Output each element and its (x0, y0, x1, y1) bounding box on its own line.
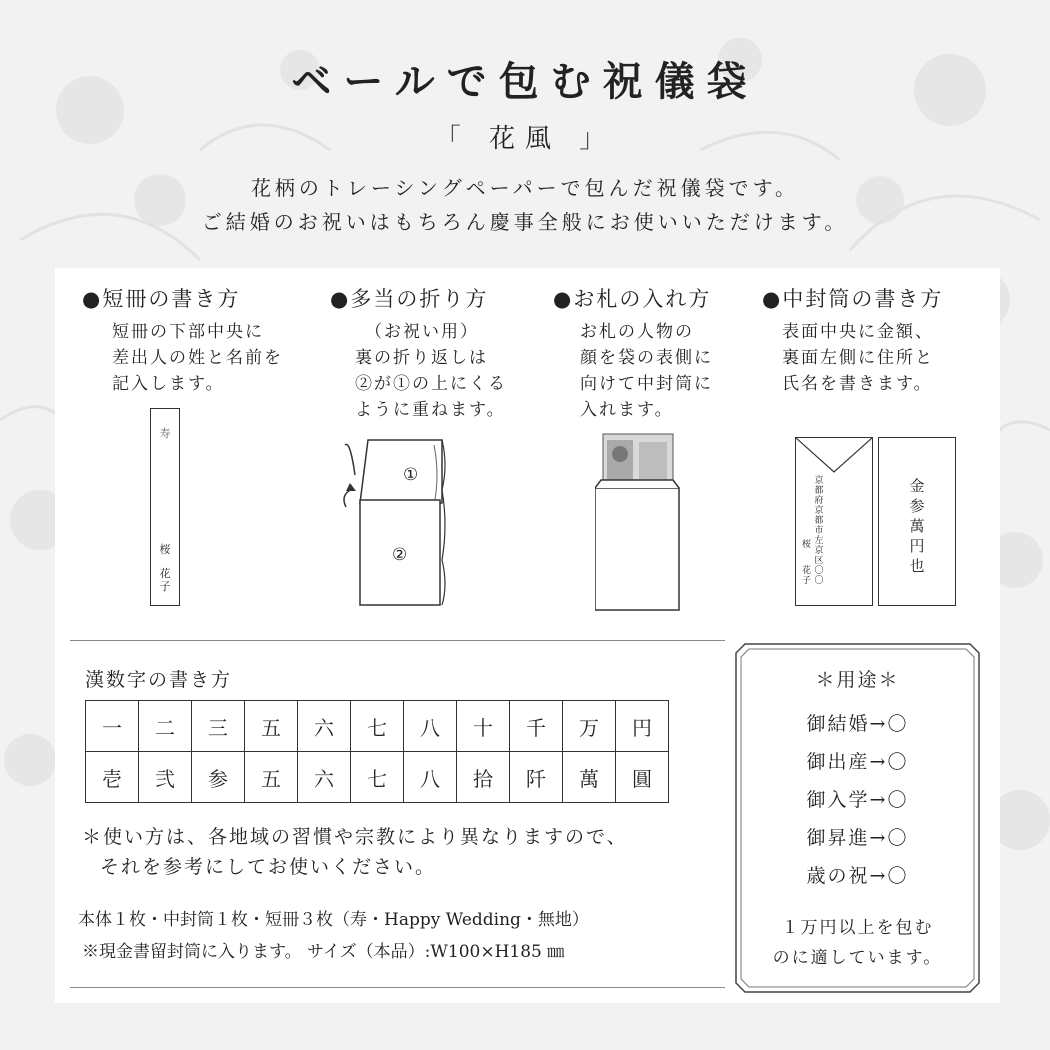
kanji-cell: 二 (139, 701, 192, 752)
kanji-row-standard (86, 701, 669, 752)
section-text-line: 顔を袋の表側に (580, 348, 713, 368)
section-bill-heading: ●お札の入れ方 (553, 287, 712, 311)
kanji-heading: 漢数字の書き方 (85, 669, 233, 691)
page-title: ベールで包む祝儀袋 (291, 58, 759, 105)
section-text-line: 記入します。 (112, 374, 225, 394)
section-text-line: （お祝い用） (365, 322, 479, 342)
section-text-line: 氏名を書きます。 (782, 374, 933, 394)
usage-note-line-2: それを参考にしてお使いください。 (100, 856, 437, 878)
envelope-flap-icon (796, 438, 872, 478)
section-fold-heading: ●多当の折り方 (330, 287, 489, 311)
section-text-line: 向けて中封筒に (580, 374, 713, 394)
section-bill-text (580, 319, 713, 423)
kanji-row-formal (86, 752, 669, 803)
usage-item: 御昇進→〇 (806, 827, 909, 849)
section-tanzaku-text (112, 319, 283, 397)
envelope-given-name: 花子 (802, 566, 812, 586)
envelope-surname: 桜 (802, 540, 812, 550)
kanji-cell: 万 (563, 701, 616, 752)
section-tanzaku-heading: ●短冊の書き方 (82, 287, 241, 311)
tanzaku-illustration (150, 408, 180, 606)
size-text: ※現金書留封筒に入ります。 サイズ（本品）:W100×H185 ㎜ (82, 942, 565, 962)
tanzaku-given-name: 花子 (159, 567, 171, 593)
section-text-line: 短冊の下部中央に (112, 322, 264, 342)
section-text-line: ②が①の上にくる (355, 374, 507, 394)
usage-note-line-1: ＊使い方は、各地域の習慣や宗教により異なりますので、 (82, 826, 628, 848)
envelope-back-illustration (795, 437, 873, 606)
usage-footer-line-2: のに適しています。 (772, 948, 943, 968)
usage-item: 歳の祝→〇 (806, 865, 909, 887)
tanzaku-top-text: 寿 (159, 427, 171, 440)
page-subtitle: 「 花風 」 (434, 124, 616, 154)
section-fold-text (355, 319, 507, 423)
section-text-line: 差出人の姓と名前を (112, 348, 283, 368)
tanzaku-surname: 桜 (159, 543, 171, 556)
kanji-cell: 一 (86, 701, 139, 752)
section-text-line: 表面中央に金額、 (782, 322, 934, 342)
kanji-cell: 七 (351, 752, 404, 803)
kanji-cell: 八 (404, 752, 457, 803)
contents-text: 本体１枚・中封筒１枚・短冊３枚（寿・Happy Wedding・無地） (78, 910, 589, 930)
kanji-cell: 五 (245, 752, 298, 803)
intro-line-2: ご結婚のお祝いはもちろん慶事全般にお使いいただけます。 (201, 210, 849, 234)
section-envelope-text (782, 319, 934, 397)
usage-item: 御出産→〇 (806, 751, 909, 773)
kanji-cell: 十 (457, 701, 510, 752)
fold-marker-1: ① (403, 465, 419, 485)
intro-line-1: 花柄のトレーシングペーパーで包んだ祝儀袋です。 (250, 176, 800, 200)
fold-marker-2: ② (392, 545, 408, 565)
section-text-line: 入れます。 (580, 400, 674, 420)
kanji-cell: 萬 (563, 752, 616, 803)
section-text-line: お札の人物の (580, 322, 694, 342)
section-text-line: 裏面左側に住所と (782, 348, 934, 368)
usage-footer-line-1: １万円以上を包む (781, 918, 934, 938)
usage-frame (735, 643, 980, 993)
kanji-cell: 八 (404, 701, 457, 752)
envelope-address: 京都府京都市左京区〇〇 (814, 476, 824, 586)
kanji-cell: 七 (351, 701, 404, 752)
kanji-cell: 弐 (139, 752, 192, 803)
kanji-cell: 六 (298, 752, 351, 803)
usage-item: 御結婚→〇 (806, 713, 909, 735)
usage-item: 御入学→〇 (806, 789, 909, 811)
kanji-cell: 参 (192, 752, 245, 803)
kanji-cell: 圓 (616, 752, 669, 803)
envelope-amount: 金参萬円也 (909, 477, 925, 575)
kanji-cell: 壱 (86, 752, 139, 803)
kanji-cell: 五 (245, 701, 298, 752)
usage-box (735, 643, 980, 993)
kanji-cell: 円 (616, 701, 669, 752)
kanji-table (85, 700, 669, 803)
bill-envelope-illustration (595, 432, 685, 612)
kanji-cell: 六 (298, 701, 351, 752)
divider-top (70, 640, 725, 641)
fold-illustration (330, 435, 470, 610)
section-text-line: 裏の折り返しは (355, 348, 488, 368)
envelope-front-illustration (878, 437, 956, 606)
kanji-cell: 阡 (510, 752, 563, 803)
section-text-line: ように重ねます。 (355, 400, 506, 420)
kanji-cell: 三 (192, 701, 245, 752)
divider-bottom (70, 987, 725, 988)
section-envelope-heading: ●中封筒の書き方 (762, 287, 944, 311)
usage-title: ＊用途＊ (815, 669, 900, 691)
kanji-cell: 拾 (457, 752, 510, 803)
kanji-cell: 千 (510, 701, 563, 752)
